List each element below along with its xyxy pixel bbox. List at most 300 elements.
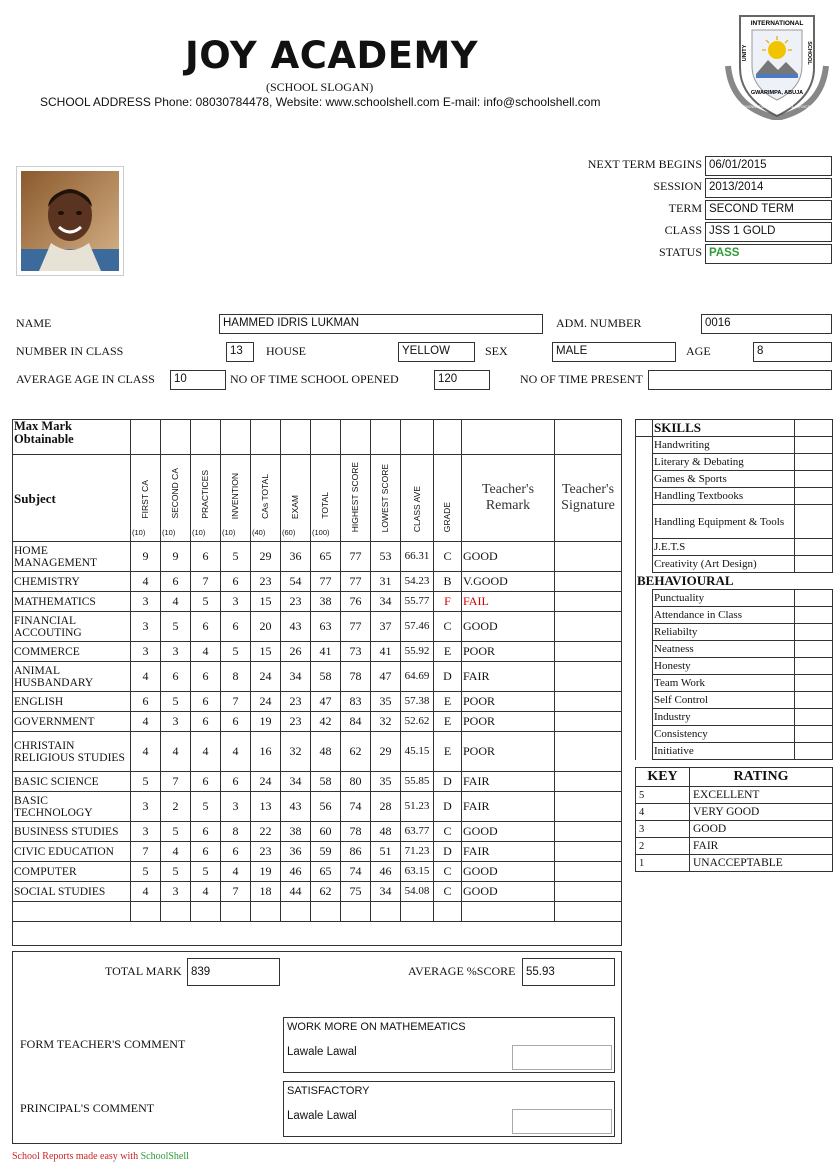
skill-rating-cell[interactable]	[795, 624, 833, 641]
status-field[interactable]: PASS	[705, 244, 832, 264]
signature-cell	[555, 822, 622, 842]
score-cell: 41	[311, 642, 341, 662]
score-cell: 23	[251, 572, 281, 592]
score-cell: 54	[281, 572, 311, 592]
score-cell: 23	[281, 592, 311, 612]
score-cell: 3	[131, 792, 161, 822]
list-item	[636, 454, 833, 471]
score-cell: 34	[281, 772, 311, 792]
score-cell: 35	[371, 772, 401, 792]
house-label: HOUSE	[266, 344, 307, 358]
behavioural-title: BEHAVIOURAL	[636, 573, 833, 590]
score-cell: 32	[281, 732, 311, 772]
score-cell: 43	[281, 792, 311, 822]
score-cell: 59	[311, 842, 341, 862]
column-header-label: GRADE	[442, 501, 452, 532]
column-header-label: TOTAL	[320, 492, 330, 519]
subject-header: Subject	[13, 455, 131, 542]
column-header	[311, 455, 341, 542]
score-cell: 3	[221, 792, 251, 822]
list-item	[636, 505, 833, 539]
skill-label: Literary & Debating	[653, 454, 795, 471]
score-cell: 5	[191, 792, 221, 822]
number-in-class-field[interactable]: 13	[226, 342, 254, 362]
remark-cell: V.GOOD	[462, 572, 555, 592]
skill-label: Games & Sports	[653, 471, 795, 488]
student-photo	[16, 166, 124, 276]
skill-rating-cell[interactable]	[795, 658, 833, 675]
score-cell: 83	[341, 692, 371, 712]
column-header	[221, 455, 251, 542]
score-cell: 56	[311, 792, 341, 822]
score-cell: 7	[221, 882, 251, 902]
score-cell: 24	[251, 692, 281, 712]
score-cell: 6	[191, 542, 221, 572]
skill-label: Attendance in Class	[653, 607, 795, 624]
score-cell: 22	[251, 822, 281, 842]
signature-cell	[555, 732, 622, 772]
footer	[12, 1151, 189, 1162]
column-max-mark: (10)	[222, 528, 236, 537]
score-cell: 62	[341, 732, 371, 772]
grade-cell: C	[434, 882, 462, 902]
next-term-field[interactable]: 06/01/2015	[705, 156, 832, 176]
signature-header: Teacher's Signature	[555, 455, 622, 542]
sex-field[interactable]: MALE	[552, 342, 676, 362]
score-cell: 58	[311, 662, 341, 692]
logo-bottom-text: GWARIMPA, ABUJA	[750, 90, 804, 96]
key-row	[636, 787, 833, 804]
list-item	[636, 590, 833, 607]
column-max-mark: (10)	[162, 528, 176, 537]
grade-cell: F	[434, 592, 462, 612]
score-cell: 37	[371, 612, 401, 642]
skill-rating-cell[interactable]	[795, 692, 833, 709]
score-cell: 63	[311, 612, 341, 642]
signature-cell	[555, 642, 622, 662]
score-cell: 4	[161, 732, 191, 772]
score-cell: 6	[221, 842, 251, 862]
score-cell: 4	[161, 842, 191, 862]
score-cell: 16	[251, 732, 281, 772]
score-cell: 86	[341, 842, 371, 862]
grade-cell: D	[434, 792, 462, 822]
remark-cell: GOOD	[462, 862, 555, 882]
skill-rating-cell[interactable]	[795, 743, 833, 760]
column-header	[251, 455, 281, 542]
column-header-label: INVENTION	[230, 472, 240, 519]
list-item	[636, 607, 833, 624]
principal-signature-image	[512, 1109, 612, 1134]
times-opened-field[interactable]: 120	[434, 370, 490, 390]
score-cell: 5	[161, 822, 191, 842]
score-cell: 4	[131, 882, 161, 902]
score-cell: 6	[191, 712, 221, 732]
name-field[interactable]: HAMMED IDRIS LUKMAN	[219, 314, 543, 334]
score-cell: 54.08	[401, 882, 434, 902]
score-cell: 20	[251, 612, 281, 642]
score-cell: 38	[281, 822, 311, 842]
skill-label: Handling Equipment & Tools	[653, 505, 795, 539]
score-cell: 55.85	[401, 772, 434, 792]
table-row	[13, 712, 622, 732]
session-field[interactable]: 2013/2014	[705, 178, 832, 198]
skill-rating-cell[interactable]	[795, 471, 833, 488]
score-cell: 47	[311, 692, 341, 712]
score-cell: 34	[281, 662, 311, 692]
score-cell: 4	[221, 732, 251, 772]
form-teacher-comment-box	[283, 1017, 615, 1073]
subject-cell: MATHEMATICS	[13, 592, 131, 612]
signature-cell	[555, 542, 622, 572]
grade-cell: D	[434, 842, 462, 862]
logo-left-text: UNITY	[742, 44, 748, 62]
score-cell: 6	[191, 612, 221, 642]
principal-comment-label: PRINCIPAL'S COMMENT	[20, 1101, 155, 1115]
score-cell: 57.46	[401, 612, 434, 642]
skill-rating-cell[interactable]	[795, 556, 833, 573]
score-cell: 64.69	[401, 662, 434, 692]
name-label: NAME	[16, 316, 52, 330]
school-logo	[722, 8, 832, 120]
score-cell: 6	[161, 572, 191, 592]
score-cell: 3	[131, 612, 161, 642]
score-cell: 46	[371, 862, 401, 882]
column-header	[131, 455, 161, 542]
times-present-label: NO OF TIME PRESENT	[520, 372, 643, 386]
average-age-field[interactable]: 10	[170, 370, 226, 390]
form-teacher-signature-image	[512, 1045, 612, 1070]
skills-title: SKILLS	[653, 420, 795, 437]
score-cell: 73	[341, 642, 371, 662]
signature-cell	[555, 842, 622, 862]
remark-cell: POOR	[462, 642, 555, 662]
key-value: 2	[636, 838, 690, 855]
remark-cell: POOR	[462, 692, 555, 712]
score-cell: 51	[371, 842, 401, 862]
remark-cell: GOOD	[462, 882, 555, 902]
status-label: STATUS	[658, 245, 702, 259]
score-cell: 4	[221, 862, 251, 882]
score-cell: 18	[251, 882, 281, 902]
list-item	[636, 743, 833, 760]
score-cell: 5	[161, 612, 191, 642]
list-item	[636, 539, 833, 556]
score-cell: 71.23	[401, 842, 434, 862]
school-address: SCHOOL ADDRESS Phone: 08030784478, Website: www.schoolshell.com E-mail: info@schoolshell.com	[40, 95, 601, 109]
column-header-label: EXAM	[290, 494, 300, 519]
skill-rating-cell[interactable]	[795, 590, 833, 607]
table-row	[13, 792, 622, 822]
key-row	[636, 838, 833, 855]
class-label: CLASS	[664, 223, 702, 237]
column-header-label: CLASS AVE	[411, 485, 422, 532]
skill-rating-cell[interactable]	[795, 437, 833, 454]
key-row	[636, 855, 833, 872]
grade-cell: C	[434, 542, 462, 572]
signature-cell	[555, 612, 622, 642]
skill-rating-cell[interactable]	[795, 726, 833, 743]
skill-label: Team Work	[653, 675, 795, 692]
score-cell: 2	[161, 792, 191, 822]
house-field[interactable]: YELLOW	[398, 342, 475, 362]
score-cell: 78	[341, 822, 371, 842]
column-header	[341, 455, 371, 542]
skill-rating-cell[interactable]	[795, 607, 833, 624]
remark-cell: FAIR	[462, 842, 555, 862]
score-cell: 6	[221, 712, 251, 732]
rating-value: GOOD	[690, 821, 833, 838]
score-cell: 19	[251, 862, 281, 882]
score-cell: 6	[191, 662, 221, 692]
skill-rating-cell[interactable]	[795, 488, 833, 505]
adm-number-label: ADM. NUMBER	[556, 316, 642, 330]
skill-label: Creativity (Art Design)	[653, 556, 795, 573]
session-label: SESSION	[653, 179, 702, 193]
logo-right-text: SCHOOL	[806, 41, 812, 65]
subject-cell: SOCIAL STUDIES	[13, 882, 131, 902]
empty-row	[13, 902, 622, 922]
remark-header: Teacher's Remark	[462, 455, 555, 542]
signature-cell	[555, 882, 622, 902]
score-cell: 53	[371, 542, 401, 572]
column-header	[371, 455, 401, 542]
table-row	[13, 822, 622, 842]
score-cell: 35	[371, 692, 401, 712]
list-item	[636, 726, 833, 743]
adm-number-field[interactable]: 0016	[701, 314, 832, 334]
column-header	[401, 455, 434, 542]
average-age-label: AVERAGE AGE IN CLASS	[16, 372, 155, 386]
score-cell: 38	[311, 592, 341, 612]
table-row	[13, 572, 622, 592]
score-cell: 6	[131, 692, 161, 712]
score-cell: 7	[191, 572, 221, 592]
column-max-mark: (40)	[252, 528, 266, 537]
subject-cell: BUSINESS STUDIES	[13, 822, 131, 842]
score-cell: 15	[251, 642, 281, 662]
skill-label: J.E.T.S	[653, 539, 795, 556]
principal-name: Lawale Lawal	[287, 1110, 357, 1122]
signature-cell	[555, 662, 622, 692]
column-max-mark: (10)	[192, 528, 206, 537]
subject-cell: BASIC SCIENCE	[13, 772, 131, 792]
score-cell: 34	[371, 592, 401, 612]
score-cell: 41	[371, 642, 401, 662]
score-cell: 4	[191, 642, 221, 662]
signature-cell	[555, 592, 622, 612]
form-teacher-comment-text: WORK MORE ON MATHEMEATICS	[287, 1021, 466, 1033]
score-cell: 7	[161, 772, 191, 792]
score-cell: 6	[221, 572, 251, 592]
table-row	[13, 542, 622, 572]
score-cell: 15	[251, 592, 281, 612]
score-cell: 65	[311, 862, 341, 882]
score-cell: 48	[371, 822, 401, 842]
subject-cell: COMMERCE	[13, 642, 131, 662]
skill-rating-cell[interactable]	[795, 675, 833, 692]
term-label: TERM	[668, 201, 702, 215]
score-cell: 36	[281, 842, 311, 862]
key-value: 5	[636, 787, 690, 804]
score-cell: 55.92	[401, 642, 434, 662]
column-max-mark: (100)	[312, 528, 330, 537]
subject-cell: HOME MANAGEMENT	[13, 542, 131, 572]
table-row	[13, 662, 622, 692]
grade-cell: C	[434, 612, 462, 642]
score-cell: 63.77	[401, 822, 434, 842]
signature-cell	[555, 772, 622, 792]
column-header	[161, 455, 191, 542]
score-cell: 3	[161, 642, 191, 662]
skill-rating-cell[interactable]	[795, 709, 833, 726]
table-row	[13, 732, 622, 772]
average-score-label: AVERAGE %SCORE	[408, 964, 516, 978]
skill-label: Honesty	[653, 658, 795, 675]
column-header-label: SECOND CA	[170, 468, 180, 519]
principal-comment-text: SATISFACTORY	[287, 1085, 370, 1097]
score-cell: 48	[311, 732, 341, 772]
grade-cell: E	[434, 712, 462, 732]
score-cell: 4	[131, 662, 161, 692]
remark-cell: GOOD	[462, 542, 555, 572]
score-cell: 60	[311, 822, 341, 842]
column-header-label: PRACTICES	[200, 470, 210, 519]
total-mark-field[interactable]: 839	[187, 958, 280, 986]
score-cell: 9	[161, 542, 191, 572]
remark-cell: FAIR	[462, 662, 555, 692]
score-cell: 5	[131, 772, 161, 792]
key-label: KEY	[636, 768, 690, 787]
list-item	[636, 641, 833, 658]
score-cell: 5	[191, 592, 221, 612]
footer-brand-link[interactable]: SchoolShell	[140, 1151, 189, 1162]
skill-label: Self Control	[653, 692, 795, 709]
class-field[interactable]: JSS 1 GOLD	[705, 222, 832, 242]
skill-label: Punctuality	[653, 590, 795, 607]
score-cell: 5	[161, 692, 191, 712]
table-row	[13, 592, 622, 612]
column-header	[191, 455, 221, 542]
column-header-label: LOWEST SCORE	[380, 463, 390, 532]
list-item	[636, 488, 833, 505]
score-cell: 5	[221, 642, 251, 662]
score-cell: 4	[131, 712, 161, 732]
column-max-mark: (10)	[132, 528, 146, 537]
score-cell: 8	[221, 662, 251, 692]
score-cell: 6	[191, 822, 221, 842]
score-cell: 62	[311, 882, 341, 902]
list-item	[636, 556, 833, 573]
list-item	[636, 471, 833, 488]
score-cell: 42	[311, 712, 341, 732]
score-cell: 4	[191, 882, 221, 902]
score-cell: 45.15	[401, 732, 434, 772]
score-cell: 74	[341, 792, 371, 822]
remark-cell: POOR	[462, 712, 555, 732]
list-item	[636, 675, 833, 692]
column-header-label: CAs TOTAL	[260, 474, 270, 519]
score-cell: 6	[191, 772, 221, 792]
score-cell: 28	[371, 792, 401, 822]
term-field[interactable]: SECOND TERM	[705, 200, 832, 220]
remark-cell: FAIR	[462, 772, 555, 792]
score-cell: 54.23	[401, 572, 434, 592]
score-cell: 31	[371, 572, 401, 592]
score-cell: 24	[251, 772, 281, 792]
score-cell: 23	[251, 842, 281, 862]
grade-cell: B	[434, 572, 462, 592]
score-cell: 3	[131, 822, 161, 842]
rating-value: UNACCEPTABLE	[690, 855, 833, 872]
score-cell: 74	[341, 862, 371, 882]
table-row	[13, 692, 622, 712]
behavioural-header-row	[636, 573, 833, 590]
school-slogan: (SCHOOL SLOGAN)	[266, 80, 374, 94]
score-cell: 63.15	[401, 862, 434, 882]
form-teacher-name: Lawale Lawal	[287, 1046, 357, 1058]
score-cell: 77	[311, 572, 341, 592]
signature-cell	[555, 572, 622, 592]
rating-value: FAIR	[690, 838, 833, 855]
average-score-field[interactable]: 55.93	[522, 958, 615, 986]
skill-rating-cell[interactable]	[795, 539, 833, 556]
skill-label: Handwriting	[653, 437, 795, 454]
score-cell: 3	[221, 592, 251, 612]
remark-cell: GOOD	[462, 612, 555, 642]
score-cell: 52.62	[401, 712, 434, 732]
skill-rating-cell[interactable]	[795, 454, 833, 471]
score-cell: 80	[341, 772, 371, 792]
subject-cell: CHRISTAIN RELIGIOUS STUDIES	[13, 732, 131, 772]
empty-row	[13, 922, 622, 946]
max-mark-row	[13, 420, 622, 455]
key-value: 1	[636, 855, 690, 872]
rating-key-table	[635, 767, 833, 872]
key-row	[636, 821, 833, 838]
skill-label: Initiative	[653, 743, 795, 760]
remark-cell: GOOD	[462, 822, 555, 842]
skill-rating-cell[interactable]	[795, 641, 833, 658]
footer-prefix: School Reports made easy with	[12, 1151, 141, 1162]
remark-cell: FAIL	[462, 592, 555, 612]
remark-cell: FAIR	[462, 792, 555, 822]
grade-cell: E	[434, 732, 462, 772]
key-value: 4	[636, 804, 690, 821]
age-label: AGE	[686, 344, 711, 358]
subject-cell: CHEMISTRY	[13, 572, 131, 592]
logo-top-text: INTERNATIONAL	[750, 20, 804, 27]
column-header	[281, 455, 311, 542]
score-cell: 9	[131, 542, 161, 572]
school-name: JOY ACADEMY	[185, 34, 479, 77]
grade-cell: E	[434, 692, 462, 712]
age-field[interactable]: 8	[753, 342, 832, 362]
score-cell: 23	[281, 692, 311, 712]
score-cell: 51.23	[401, 792, 434, 822]
rating-value: EXCELLENT	[690, 787, 833, 804]
skill-rating-cell[interactable]	[795, 505, 833, 539]
student-portrait-icon	[21, 171, 119, 271]
next-term-label: NEXT TERM BEGINS	[587, 157, 702, 171]
total-mark-label: TOTAL MARK	[105, 964, 182, 978]
score-cell: 29	[251, 542, 281, 572]
times-present-field[interactable]	[648, 370, 832, 390]
score-cell: 84	[341, 712, 371, 732]
skill-label: Neatness	[653, 641, 795, 658]
score-cell: 19	[251, 712, 281, 732]
skill-label: Consistency	[653, 726, 795, 743]
